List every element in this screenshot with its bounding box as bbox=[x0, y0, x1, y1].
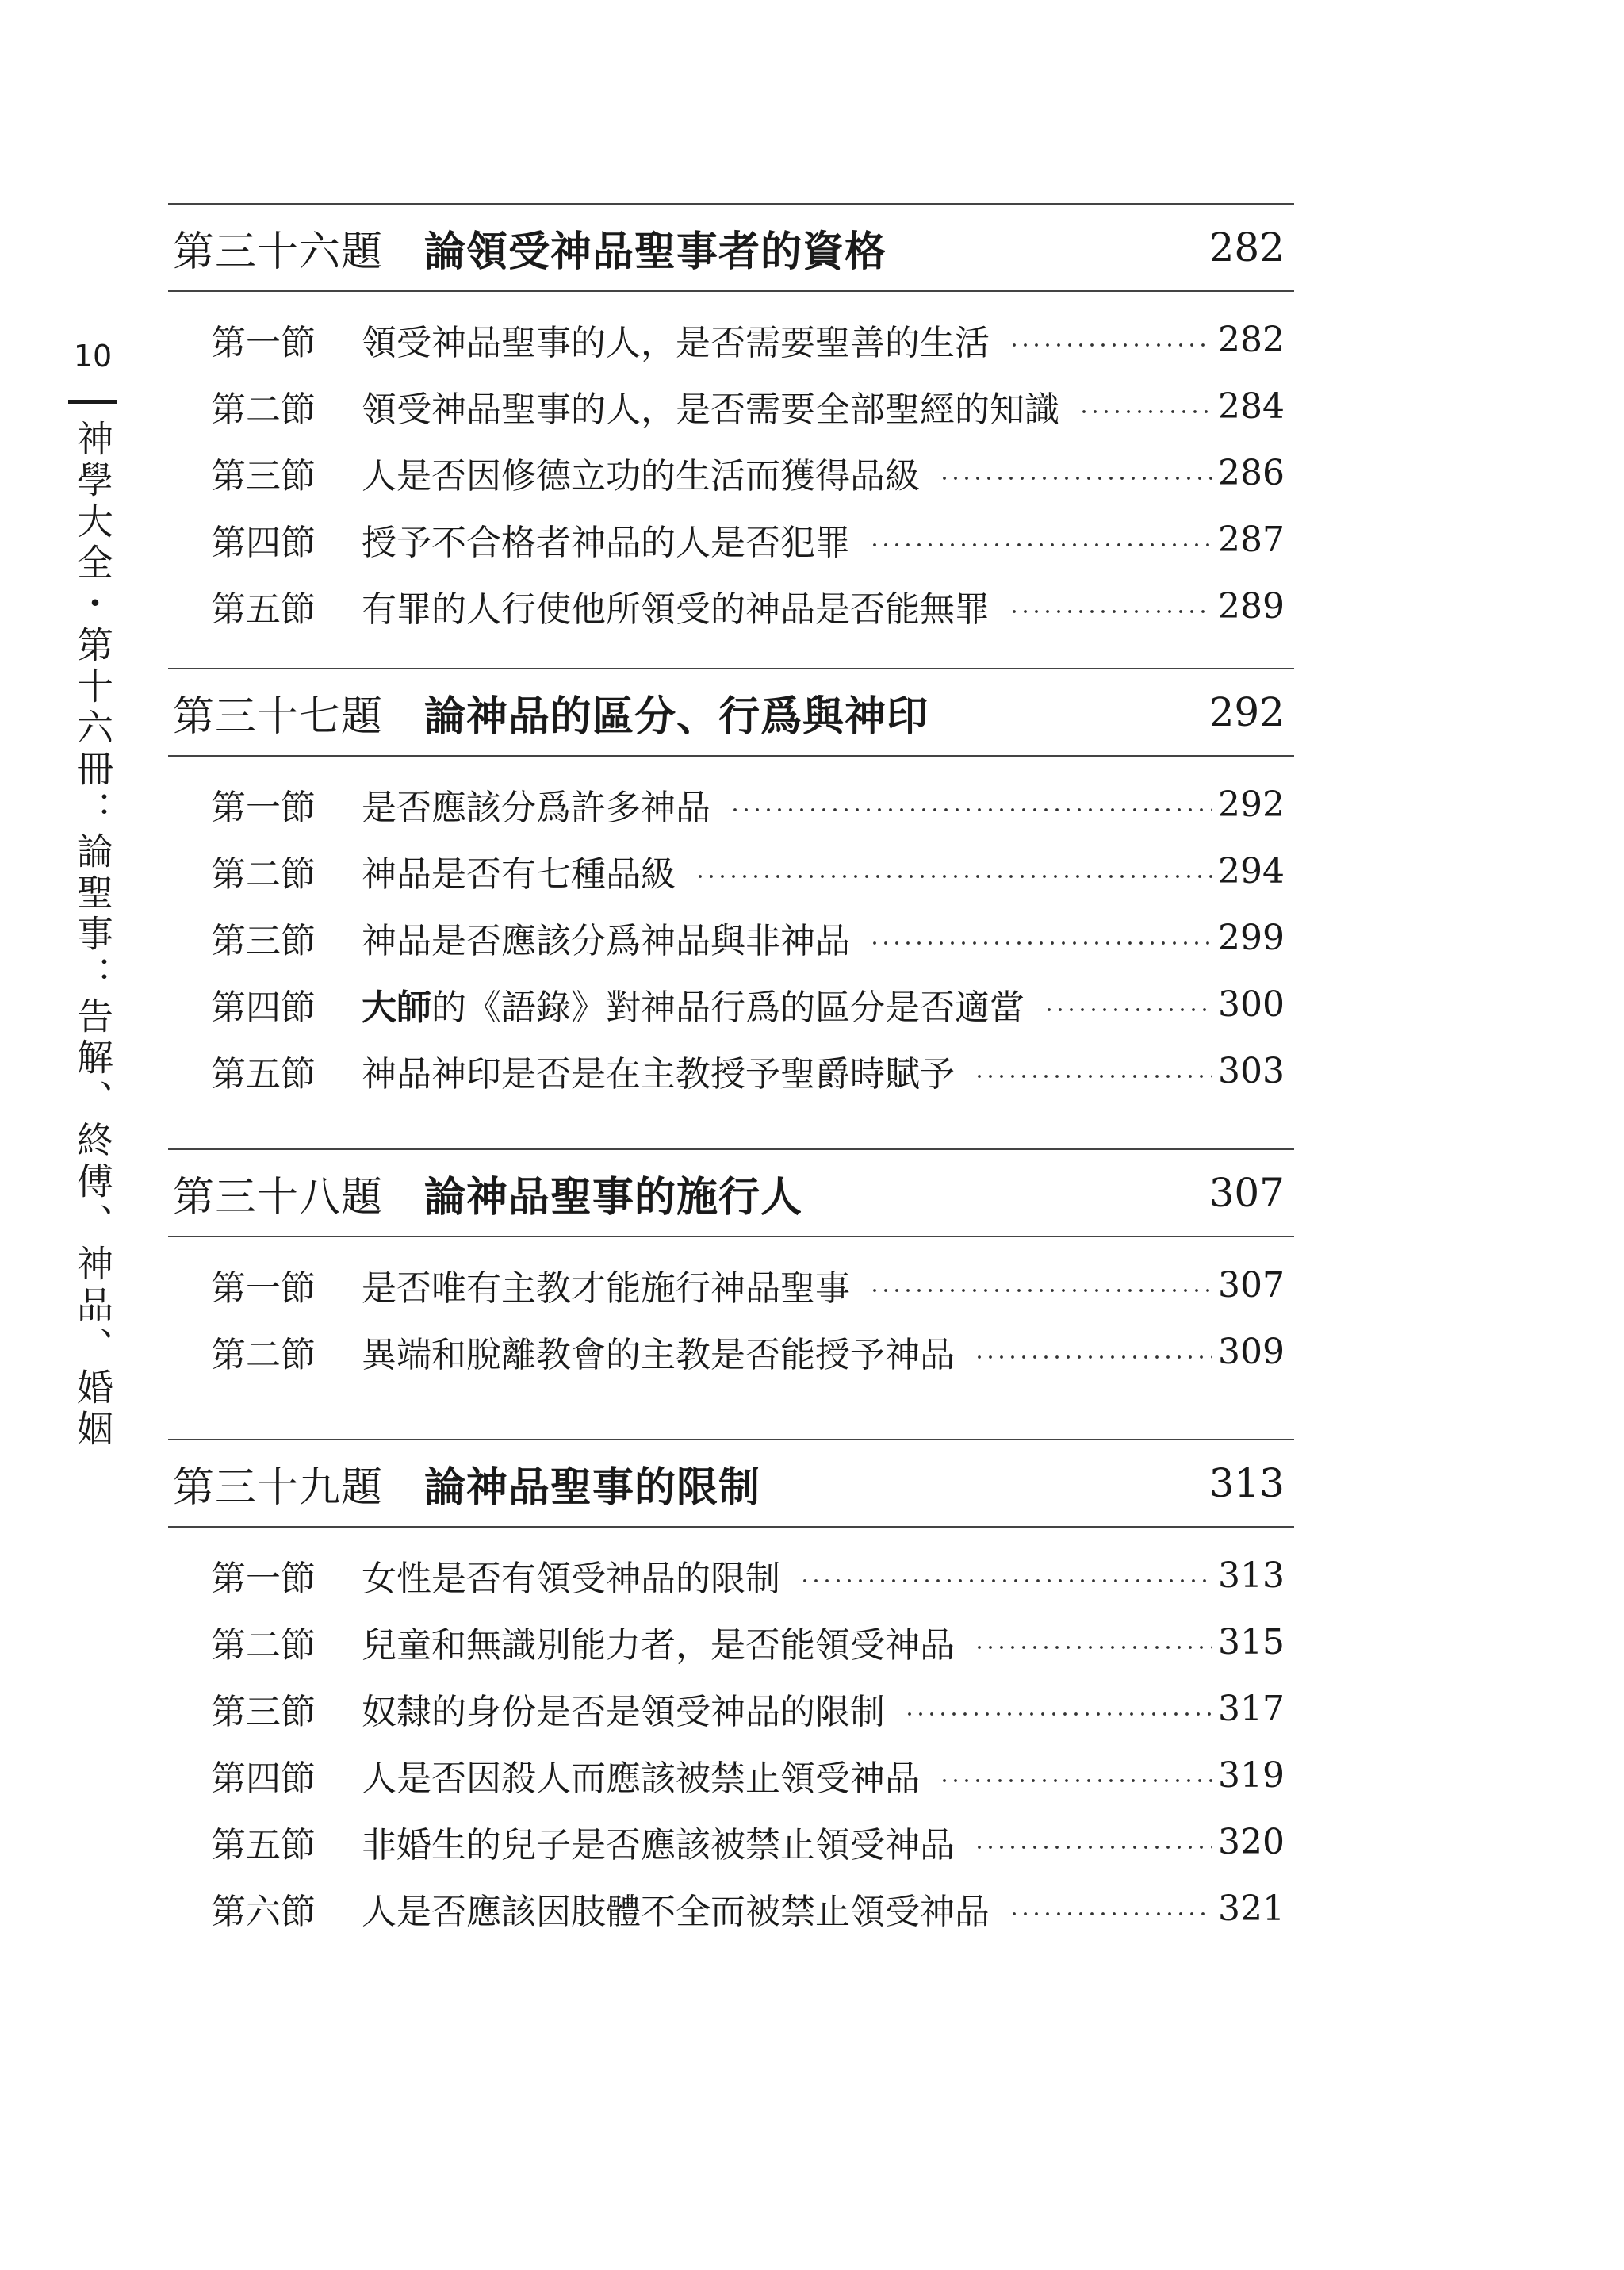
chapter-page: 292 bbox=[1208, 689, 1285, 735]
toc-entry bbox=[168, 1808, 1294, 1875]
section-number: 第一節 bbox=[211, 323, 316, 363]
section-number: 第三節 bbox=[211, 921, 316, 961]
toc-entry bbox=[168, 1252, 1294, 1318]
section-list bbox=[168, 292, 1294, 639]
toc-entry bbox=[168, 1609, 1294, 1675]
dot-leader bbox=[695, 874, 1212, 879]
chapter-number: 第三十七題 bbox=[173, 692, 384, 741]
chapter-page: 307 bbox=[1208, 1170, 1285, 1216]
toc-entry bbox=[168, 306, 1294, 373]
section-page: 286 bbox=[1218, 452, 1285, 493]
section-page: 289 bbox=[1218, 585, 1285, 627]
chapter-title: 論神品的區分、行爲與神印 bbox=[424, 692, 929, 741]
dot-leader bbox=[1009, 1911, 1212, 1916]
section-number: 第四節 bbox=[211, 523, 316, 563]
toc-entry bbox=[168, 506, 1294, 573]
chapter-36 bbox=[168, 203, 1294, 639]
chapter-label bbox=[173, 218, 887, 278]
chapter-heading bbox=[168, 1148, 1294, 1237]
section-number: 第四節 bbox=[211, 1758, 316, 1799]
dot-leader bbox=[939, 1778, 1212, 1783]
chapter-heading bbox=[168, 668, 1294, 757]
toc-entry bbox=[168, 1742, 1294, 1808]
chapter-number: 第三十九題 bbox=[173, 1463, 384, 1512]
section-number: 第五節 bbox=[211, 589, 316, 630]
dot-leader bbox=[974, 1845, 1212, 1850]
toc-entry bbox=[168, 771, 1294, 838]
section-title: 領受神品聖事的人，是否需要聖善的生活 bbox=[362, 323, 990, 363]
chapter-number: 第三十六題 bbox=[173, 228, 384, 276]
chapter-page: 282 bbox=[1208, 224, 1285, 270]
dot-leader bbox=[869, 543, 1212, 547]
section-number: 第二節 bbox=[211, 1335, 316, 1375]
section-page: 282 bbox=[1218, 319, 1285, 360]
chapter-title: 論神品聖事的施行人 bbox=[424, 1172, 803, 1221]
dot-leader bbox=[1044, 1007, 1212, 1012]
chapter-label bbox=[173, 1454, 760, 1513]
section-page: 309 bbox=[1218, 1331, 1285, 1372]
section-list bbox=[168, 757, 1294, 1104]
dot-leader bbox=[1009, 609, 1212, 614]
section-page: 321 bbox=[1218, 1888, 1285, 1929]
section-number: 第二節 bbox=[211, 389, 316, 430]
toc-entry bbox=[168, 971, 1294, 1037]
toc-entry bbox=[168, 439, 1294, 506]
section-title: 神品神印是否是在主教授予聖爵時賦予 bbox=[362, 1054, 955, 1095]
dot-leader bbox=[1009, 343, 1212, 347]
section-title bbox=[362, 979, 1025, 1030]
section-title: 兒童和無識別能力者，是否能領受神品 bbox=[362, 1625, 955, 1666]
toc-entry bbox=[168, 1675, 1294, 1742]
section-page: 315 bbox=[1218, 1621, 1285, 1662]
section-page: 320 bbox=[1218, 1821, 1285, 1862]
section-title: 授予不合格者神品的人是否犯罪 bbox=[362, 523, 850, 563]
margin-rule bbox=[68, 400, 117, 404]
chapter-label bbox=[173, 683, 929, 742]
margin-header bbox=[65, 341, 121, 1451]
section-number: 第二節 bbox=[211, 1625, 316, 1666]
toc-entry bbox=[168, 838, 1294, 904]
section-page: 284 bbox=[1218, 385, 1285, 427]
section-number: 第二節 bbox=[211, 854, 316, 895]
chapter-title: 論神品聖事的限制 bbox=[424, 1463, 761, 1512]
chapter-37 bbox=[168, 668, 1294, 1104]
section-page: 299 bbox=[1218, 917, 1285, 958]
chapter-heading bbox=[168, 203, 1294, 292]
section-number: 第三節 bbox=[211, 456, 316, 497]
dot-leader bbox=[974, 1074, 1212, 1079]
dot-leader bbox=[974, 1355, 1212, 1359]
toc-entry bbox=[168, 573, 1294, 639]
toc-entry bbox=[168, 373, 1294, 439]
section-page: 287 bbox=[1218, 519, 1285, 560]
section-title-bold: 大師 bbox=[362, 987, 431, 1028]
section-page: 292 bbox=[1218, 784, 1285, 825]
chapter-page: 313 bbox=[1208, 1460, 1285, 1506]
section-title: 領受神品聖事的人，是否需要全部聖經的知識 bbox=[362, 389, 1059, 430]
section-title: 人是否因殺人而應該被禁止領受神品 bbox=[362, 1758, 920, 1799]
section-number: 第一節 bbox=[211, 788, 316, 828]
section-page: 313 bbox=[1218, 1555, 1285, 1596]
section-page: 317 bbox=[1218, 1688, 1285, 1729]
section-page: 319 bbox=[1218, 1754, 1285, 1796]
toc-entry bbox=[168, 904, 1294, 971]
page-number: 10 bbox=[73, 339, 113, 374]
toc-entry bbox=[168, 1542, 1294, 1609]
section-title: 人是否因修德立功的生活而獲得品級 bbox=[362, 456, 920, 497]
section-title: 奴隸的身份是否是領受神品的限制 bbox=[362, 1692, 885, 1732]
section-number: 第一節 bbox=[211, 1268, 316, 1309]
section-page: 294 bbox=[1218, 850, 1285, 892]
section-title: 神品是否有七種品級 bbox=[362, 854, 676, 895]
dot-leader bbox=[904, 1712, 1212, 1716]
section-number: 第五節 bbox=[211, 1825, 316, 1865]
section-title: 神品是否應該分爲神品與非神品 bbox=[362, 921, 850, 961]
toc-entry bbox=[168, 1875, 1294, 1942]
toc-entry bbox=[168, 1037, 1294, 1104]
dot-leader bbox=[1078, 409, 1212, 414]
dot-leader bbox=[799, 1578, 1212, 1583]
dot-leader bbox=[730, 807, 1212, 812]
section-number: 第一節 bbox=[211, 1559, 316, 1599]
section-title: 非婚生的兒子是否應該被禁止領受神品 bbox=[362, 1825, 955, 1865]
section-list bbox=[168, 1528, 1294, 1942]
running-title: 神學大全・第十六冊：論聖事：告解、終傅、神品、婚姻 bbox=[71, 420, 114, 1451]
section-title: 異端和脫離教會的主教是否能授予神品 bbox=[362, 1335, 955, 1375]
section-page: 300 bbox=[1218, 984, 1285, 1025]
dot-leader bbox=[869, 941, 1212, 945]
chapter-label bbox=[173, 1164, 802, 1223]
section-title: 女性是否有領受神品的限制 bbox=[362, 1559, 780, 1599]
chapter-heading bbox=[168, 1439, 1294, 1528]
section-title: 是否唯有主教才能施行神品聖事 bbox=[362, 1268, 850, 1309]
chapter-38 bbox=[168, 1148, 1294, 1385]
section-title: 人是否應該因肢體不全而被禁止領受神品 bbox=[362, 1892, 990, 1932]
section-number: 第四節 bbox=[211, 987, 316, 1028]
section-title-rest: 的《語錄》對神品行爲的區分是否適當 bbox=[431, 987, 1025, 1028]
dot-leader bbox=[869, 1288, 1212, 1293]
chapter-39 bbox=[168, 1439, 1294, 1942]
section-page: 303 bbox=[1218, 1050, 1285, 1091]
dot-leader bbox=[974, 1645, 1212, 1650]
section-number: 第六節 bbox=[211, 1892, 316, 1932]
chapter-number: 第三十八題 bbox=[173, 1173, 384, 1221]
dot-leader bbox=[939, 476, 1212, 481]
section-page: 307 bbox=[1218, 1264, 1285, 1306]
toc-entry bbox=[168, 1318, 1294, 1385]
chapter-title: 論領受神品聖事者的資格 bbox=[424, 227, 887, 276]
section-number: 第三節 bbox=[211, 1692, 316, 1732]
section-number: 第五節 bbox=[211, 1054, 316, 1095]
section-title: 是否應該分爲許多神品 bbox=[362, 788, 710, 828]
section-list bbox=[168, 1237, 1294, 1385]
section-title: 有罪的人行使他所領受的神品是否能無罪 bbox=[362, 589, 990, 630]
